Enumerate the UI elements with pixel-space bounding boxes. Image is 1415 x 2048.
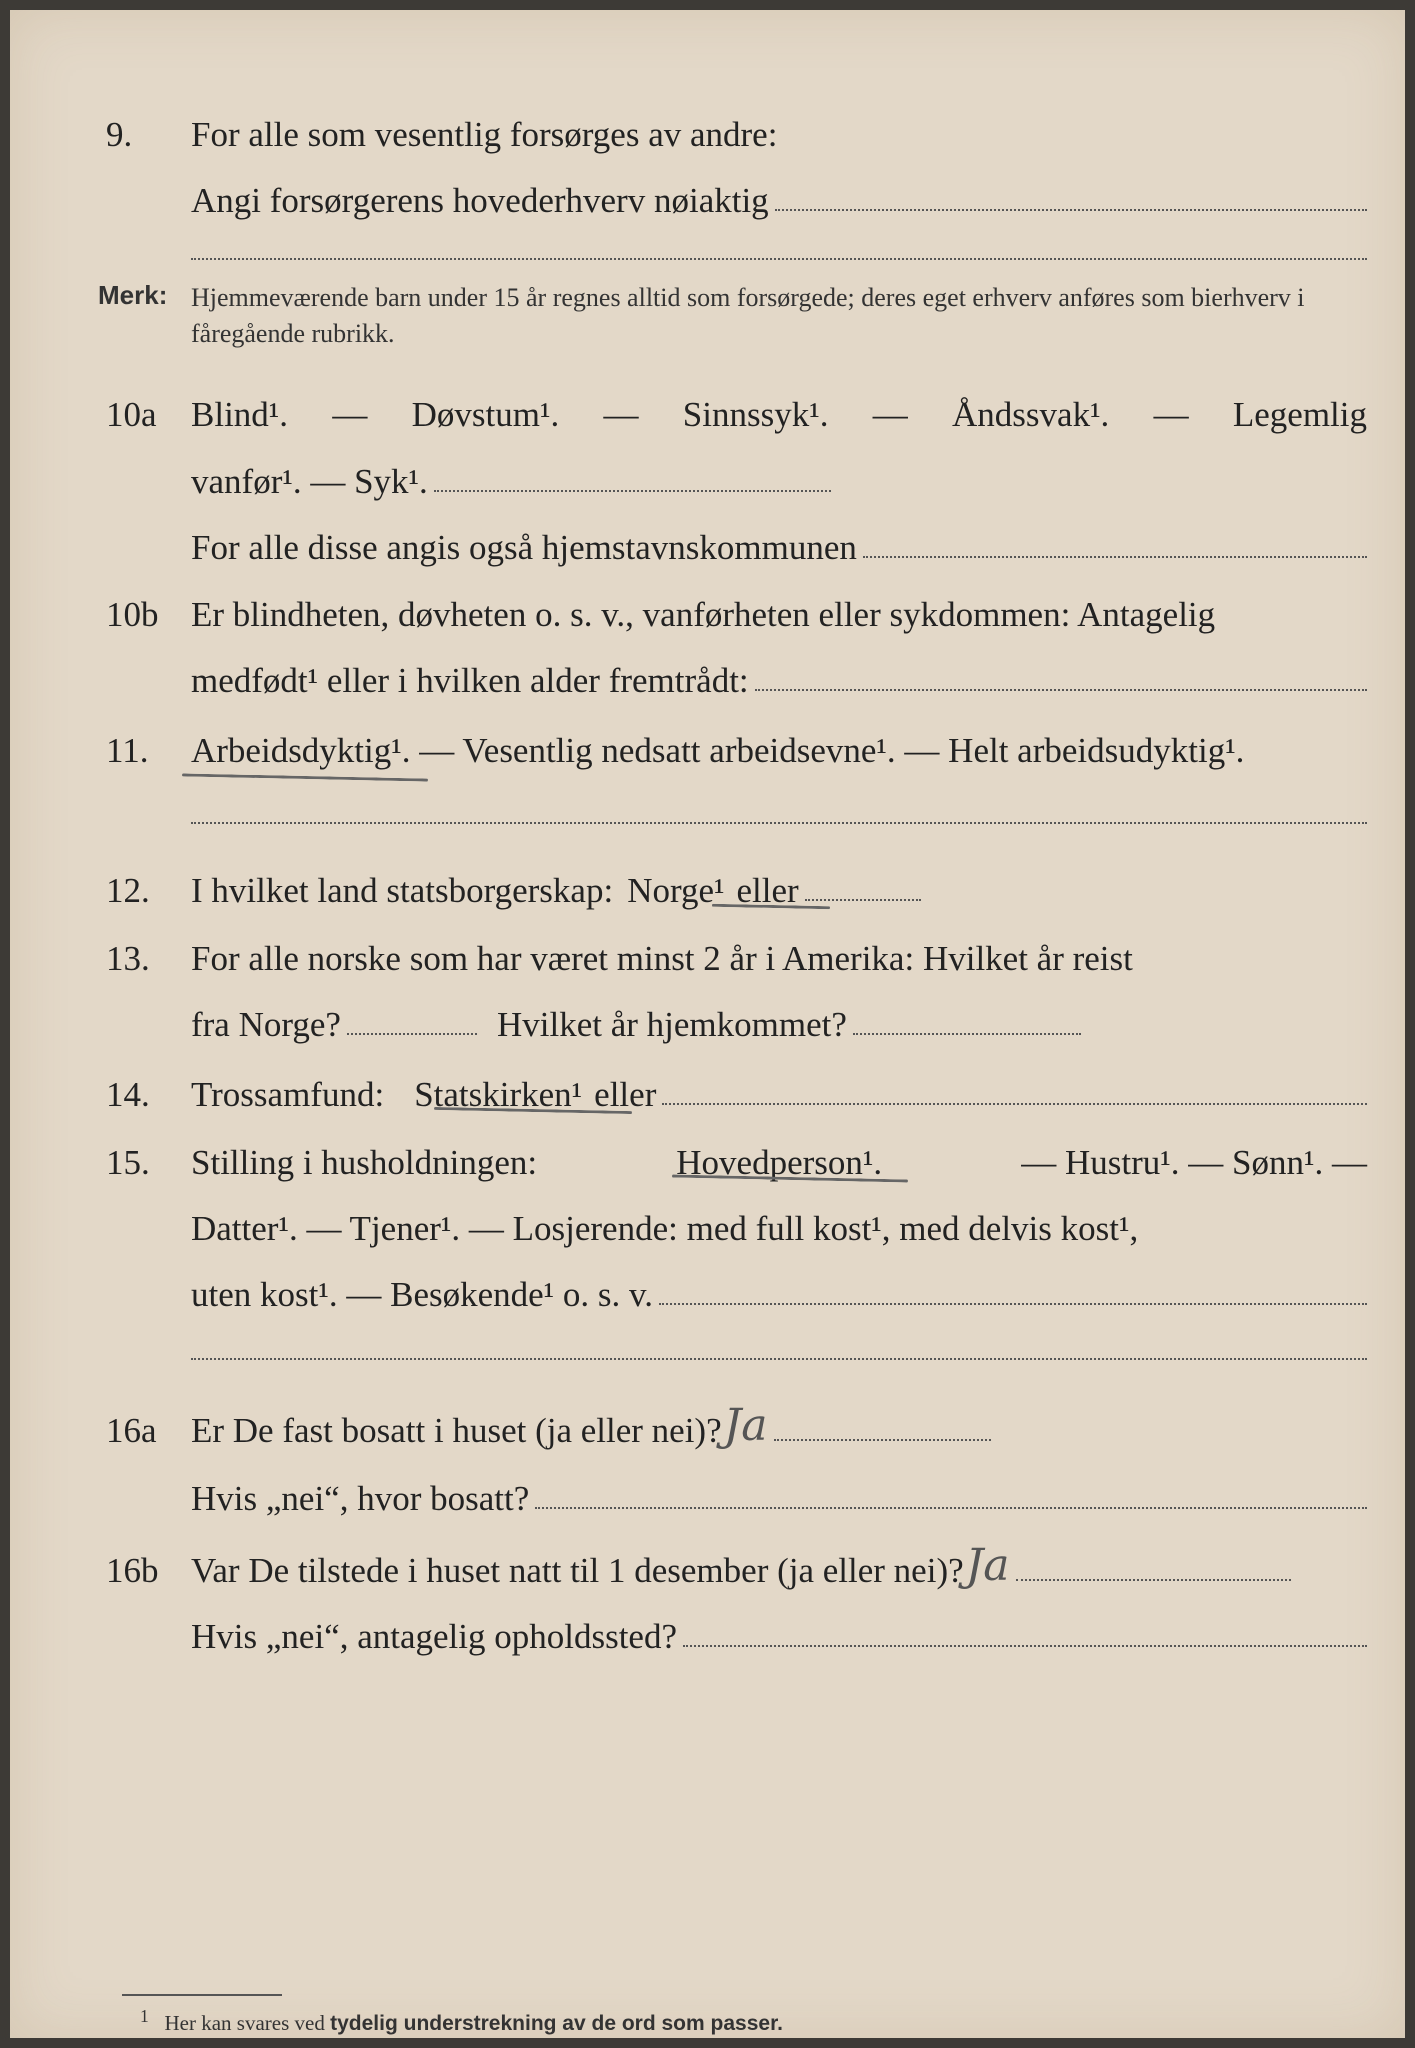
q13-line2 [191,994,1081,1042]
q10a-line2-text: vanfør¹. — Syk¹. [191,462,428,501]
q10a-hometown-field[interactable] [863,556,1367,558]
q15-text: Stilling i husholdningen: [191,1143,538,1182]
q16a-line1 [191,1400,991,1451]
option-dovstum: Døvstum¹. [411,395,560,434]
handwritten-underline-arbeidsdyktig [182,773,428,781]
q10b-line2 [191,650,1367,698]
q10b-answer-field[interactable] [755,689,1367,691]
footnote-mark: 1 [140,2006,149,2026]
q10a-number: 10a [106,395,157,434]
q9-answer-field-2[interactable] [191,258,1367,260]
q10a-line2 [191,451,831,499]
q9-line2-text: Angi forsørgerens hovederhverv nøiaktig [191,181,769,220]
q11-number: 11. [106,731,149,770]
q14-number: 14. [106,1075,150,1114]
footnote-bold-text: tydelig understrekning av de ord som passer. [330,2012,783,2035]
q10b-line2-text: medfødt¹ eller i hvilken alder fremtrådt: [191,661,749,700]
footnote-rule [122,1994,282,1996]
q16a-number: 16a [106,1411,157,1450]
q9-line2 [191,170,1367,218]
q9-line1: For alle som vesentlig forsørges av andre: [191,115,778,154]
q15-answer-field[interactable] [659,1303,1367,1305]
q16a-line2-text: Hvis „nei“, hvor bosatt? [191,1479,530,1518]
q13-departure-field[interactable] [347,1033,477,1035]
dash: — [603,395,639,434]
option-blind: Blind¹. [191,395,289,434]
q16b-handwritten-answer[interactable]: Ja [965,1540,1010,1591]
option-norge[interactable]: Norge¹ [627,871,725,910]
option-statskirken[interactable]: Statskirken¹ [414,1075,583,1114]
q10a-line1 [191,384,1367,432]
q10a-line3-text: For alle disse angis også hjemstavnskommunen [191,528,857,567]
q16a-text: Er De fast bosatt i huset (ja eller nei)? [191,1411,722,1450]
q15-line2: Datter¹. — Tjener¹. — Losjerende: med full kost¹, med delvis kost¹, [191,1209,1139,1248]
q13-return-label: Hvilket år hjemkommet? [496,1005,847,1044]
note-label: Merk: [98,280,168,310]
q15-line3-text: uten kost¹. — Besøkende¹ o. s. v. [191,1275,654,1314]
option-arbeidsdyktig[interactable]: Arbeidsdyktig¹ [191,731,402,770]
dash: — [1153,395,1189,434]
q16b-line2-text: Hvis „nei“, antagelig opholdssted? [191,1617,677,1656]
q16b-line2 [191,1606,1367,1654]
footnote-text: Her kan svares ved [164,2011,325,2035]
q14-answer-field[interactable] [662,1103,1367,1105]
q13-line1: For alle norske som har været minst 2 år i Amerika: Hvilket år reist [191,939,1133,978]
q15-number: 15. [106,1143,150,1182]
q12-text: I hvilket land statsborgerskap: [191,871,614,910]
dash: — [872,395,908,434]
q13-return-field[interactable] [853,1033,1081,1035]
q9-number: 9. [106,115,133,154]
q13-number: 13. [106,939,150,978]
dash: — [332,395,368,434]
q10b-line1: Er blindheten, døvheten o. s. v., vanførheten eller sykdommen: Antagelig [191,595,1216,634]
option-andssvak: Åndssvak¹. [952,395,1110,434]
q16a-answer-field[interactable] [774,1439,992,1441]
q11-other-options: . — Vesentlig nedsatt arbeidsevne¹. — Helt arbeidsudyktig¹. [401,731,1245,770]
q16b-location-field[interactable] [683,1645,1367,1647]
q16b-number: 16b [106,1551,159,1590]
q15-line3 [191,1264,1367,1312]
q15-line1 [191,1132,1367,1180]
q10a-answer-field[interactable] [434,490,831,492]
census-form-page [10,10,1405,2038]
q11-answer-field[interactable] [191,822,1367,824]
q16b-answer-field[interactable] [1016,1579,1291,1581]
q10b-number: 10b [106,595,159,634]
q9-answer-field[interactable] [775,209,1367,211]
q12-number: 12. [106,871,150,910]
footnote [140,2006,783,2036]
q14-line [191,1064,1367,1112]
q16b-text: Var De tilstede i huset natt til 1 desember (ja eller nei)? [191,1551,964,1590]
q11-line [191,720,1367,768]
q16b-line1 [191,1540,1291,1591]
q15-answer-field-2[interactable] [191,1358,1367,1360]
q12-line [191,860,921,908]
q13-departure-label: fra Norge? [191,1005,341,1044]
q14-eller: eller [594,1075,657,1114]
q10a-line3 [191,517,1367,565]
q12-eller: eller [736,871,799,910]
q15-other-options: — Hustru¹. — Sønn¹. — [1021,1143,1367,1182]
q16a-handwritten-answer[interactable]: Ja [723,1400,768,1451]
q16a-line2 [191,1468,1367,1516]
q14-text: Trossamfund: [191,1075,385,1114]
q16a-residence-field[interactable] [535,1507,1367,1509]
option-sinnssyk: Sinnssyk¹. [682,395,829,434]
option-hovedperson[interactable]: Hovedperson¹. [676,1143,883,1182]
note-text: Hjemmeværende barn under 15 år regnes alltid som forsørgede; deres eget erhverv anføres som bierhverv i fåregående rubrikk. [191,283,1305,348]
q12-answer-field[interactable] [805,899,921,901]
option-legemlig: Legemlig [1232,395,1367,434]
